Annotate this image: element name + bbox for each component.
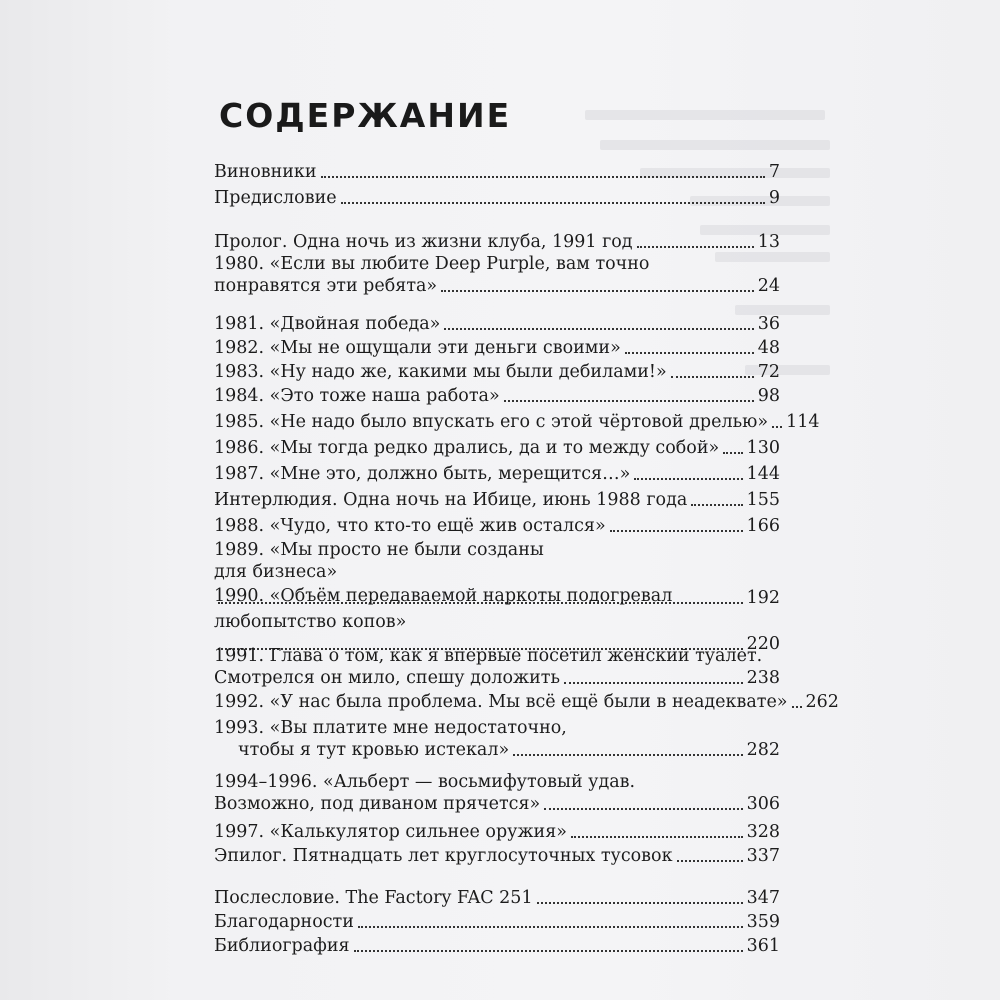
toc-entry <box>214 691 839 713</box>
toc-entry-page: 9 <box>768 188 780 208</box>
toc-entry-page: 36 <box>757 314 780 334</box>
toc-entry <box>214 489 780 511</box>
toc-entry-title: 1981. «Двойная победа» <box>214 314 441 334</box>
toc-entry-page: 220 <box>746 634 780 654</box>
page-title: СОДЕРЖАНИЕ <box>219 96 512 135</box>
dot-leader <box>723 452 742 454</box>
dot-leader <box>544 808 742 810</box>
toc-entry <box>214 713 780 761</box>
toc-entry-page: 238 <box>746 668 780 688</box>
toc-entry <box>214 845 780 867</box>
dot-leader <box>571 836 743 838</box>
toc-entry-page: 130 <box>746 438 780 458</box>
dot-leader <box>625 352 754 354</box>
dot-leader <box>677 860 743 862</box>
toc-entry <box>214 337 780 359</box>
toc-entry-title-line2: для бизнеса» <box>214 562 338 582</box>
toc-entry-title: Послесловие. The Factory FAC 251 <box>214 888 533 908</box>
toc-entry-title: 1985. «Не надо было впускать его с этой чёртовой дрелью» <box>214 412 769 432</box>
toc-entry-page: 166 <box>746 516 780 536</box>
dot-leader <box>671 376 754 378</box>
toc-entry-title: Эпилог. Пятнадцать лет круглосуточных тусовок <box>214 846 673 866</box>
toc-entry-page: 114 <box>786 412 820 432</box>
toc-entry-title: 1983. «Ну надо же, какими мы были дебилами!» <box>214 362 667 382</box>
toc-entry <box>214 887 780 909</box>
toc-entry-title-line1: 1990. «Объём передаваемой наркоты подогревал <box>214 586 673 606</box>
toc-entry <box>214 641 780 689</box>
toc-entry-title: 1992. «У нас была проблема. Мы всё ещё были в неадеквате» <box>214 692 788 712</box>
toc-entry-title: Пролог. Одна ночь из жизни клуба, 1991 год <box>214 232 633 252</box>
dot-leader <box>341 202 765 204</box>
toc-entry <box>214 231 780 253</box>
toc-entry-page: 98 <box>757 386 780 406</box>
toc-entry-title: 1982. «Мы не ощущали эти деньги своими» <box>214 338 621 358</box>
toc-entry-page: 347 <box>746 888 780 908</box>
toc-entry-page: 361 <box>746 936 780 956</box>
dot-leader <box>637 246 754 248</box>
dot-leader <box>354 950 743 952</box>
dot-leader <box>513 754 742 756</box>
toc-entry-page: 337 <box>746 846 780 866</box>
toc-entry-title-line2: понравятся эти ребята» <box>214 276 438 296</box>
toc-entry-title-line1: 1993. «Вы платите мне недостаточно, <box>214 718 567 738</box>
toc-entry-title: Интерлюдия. Одна ночь на Ибице, июнь 1988 года <box>214 490 688 510</box>
toc-entry <box>214 313 780 335</box>
toc-entry <box>214 385 780 407</box>
toc-entry-page: 359 <box>746 912 780 932</box>
dot-leader <box>444 328 753 330</box>
toc-entry-title: Виновники <box>214 162 317 182</box>
dot-leader <box>610 530 743 532</box>
toc-entry-page: 282 <box>746 740 780 760</box>
toc-entry-title: 1984. «Это тоже наша работа» <box>214 386 500 406</box>
toc-entry <box>214 411 820 433</box>
toc-entry-title: 1986. «Мы тогда редко дрались, да и то между собой» <box>214 438 720 458</box>
toc-entry-title-line1: 1980. «Если вы любите Deep Purple, вам точно <box>214 254 650 274</box>
toc-entry <box>214 935 780 957</box>
dot-leader <box>792 706 802 708</box>
toc-entry-page: 144 <box>746 464 780 484</box>
toc-entry-title: Библиография <box>214 936 350 956</box>
toc-entry-title-line1: 1989. «Мы просто не были созданы <box>214 540 544 560</box>
toc-entry-title-line2: любопытство копов» <box>214 612 407 632</box>
toc-entry <box>214 253 780 297</box>
toc-entry-page: 328 <box>746 822 780 842</box>
dot-leader <box>504 400 754 402</box>
toc-entry-title-line2: чтобы я тут кровью истекал» <box>238 740 510 760</box>
toc-entry <box>214 187 780 209</box>
dot-leader <box>441 290 754 292</box>
toc-entry-title: 1988. «Чудо, что кто-то ещё жив остался» <box>214 516 606 536</box>
toc-entry-page: 48 <box>757 338 780 358</box>
dot-leader <box>634 478 742 480</box>
toc-entry-title: Предисловие <box>214 188 337 208</box>
toc-entry <box>214 463 780 485</box>
toc-entry-page: 306 <box>746 794 780 814</box>
toc-entry-title: 1987. «Мне это, должно быть, мерещится…» <box>214 464 631 484</box>
dot-leader <box>772 426 782 428</box>
toc-entry-page: 155 <box>746 490 780 510</box>
toc-entry-page: 24 <box>757 276 780 296</box>
dot-leader <box>691 504 742 506</box>
toc-entry-title-line1: 1991. Глава о том, как я впервые посетил женский туалет. <box>214 646 763 666</box>
toc-entry <box>214 437 780 459</box>
toc-entry <box>214 361 780 383</box>
toc-entry-page: 262 <box>805 692 839 712</box>
toc-entry-page: 7 <box>768 162 780 182</box>
toc-entry <box>214 911 780 933</box>
toc-entry-page: 192 <box>746 588 780 608</box>
dot-leader <box>564 682 743 684</box>
toc-entry-title-line1: 1994–1996. «Альберт — восьмифутовый удав. <box>214 772 636 792</box>
toc-entry <box>214 767 780 815</box>
dot-leader <box>321 176 765 178</box>
toc-entry-title: Благодарности <box>214 912 354 932</box>
toc-entry-page: 13 <box>757 232 780 252</box>
toc-entry-page: 72 <box>757 362 780 382</box>
toc-entry-title-line2: Возможно, под диваном прячется» <box>214 794 541 814</box>
toc-entry <box>214 161 780 183</box>
toc-entry-title-line2: Смотрелся он мило, спешу доложить <box>214 668 561 688</box>
dot-leader <box>537 902 743 904</box>
toc-entry-title: 1997. «Калькулятор сильнее оружия» <box>214 822 567 842</box>
toc-entry <box>214 821 780 843</box>
dot-leader <box>358 926 743 928</box>
